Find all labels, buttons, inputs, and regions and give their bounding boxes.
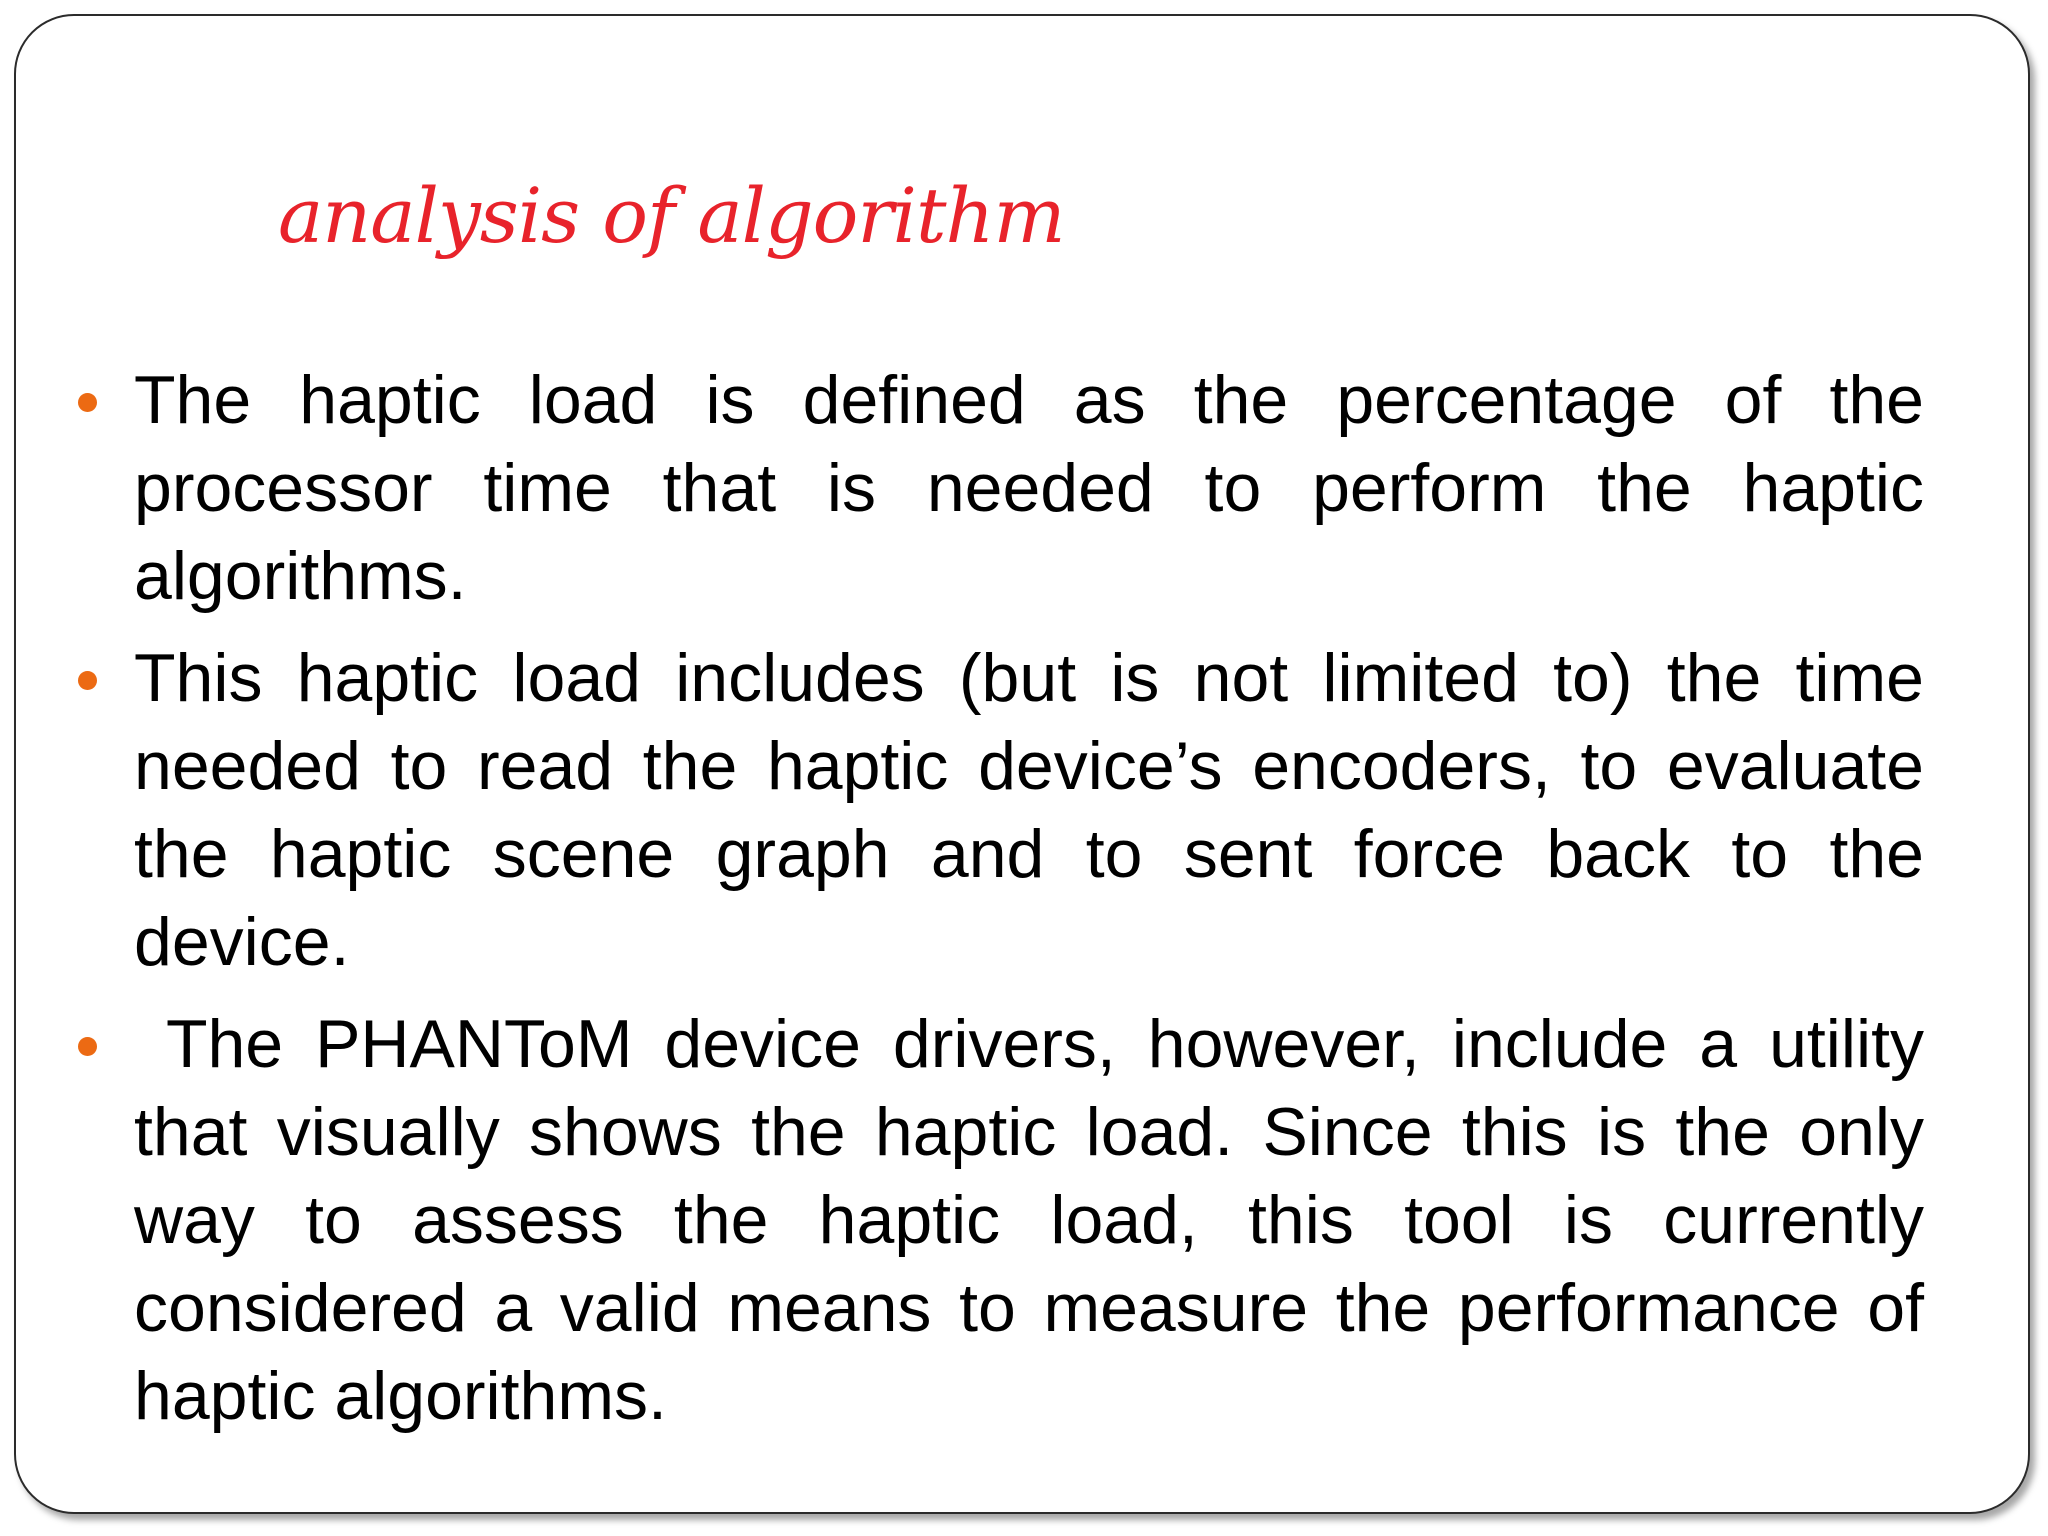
bullet-dot-icon	[78, 1037, 97, 1056]
bullet-text: This haptic load includes (but is not limited to) the time needed to read the haptic device’s encoders, to evaluate the haptic scene graph and to sent force back to the device.	[134, 640, 1924, 980]
bullet-item	[78, 356, 1928, 620]
bullet-list	[78, 356, 1943, 1454]
bullet-dot-icon	[78, 393, 97, 412]
slide-title: analysis of algorithm	[278, 171, 1065, 260]
bullet-text: The haptic load is defined as the percentage of the processor time that is needed to perform the haptic algorithms.	[134, 362, 1924, 614]
bullet-item	[78, 1000, 1943, 1440]
slide	[14, 14, 2030, 1514]
bullet-item	[78, 634, 1928, 986]
bullet-text: The PHANToM device drivers, however, include a utility that visually shows the haptic load. Since this is the only way to assess the haptic load, this tool is currently considered a valid means to measure the performance of haptic algorithms.	[134, 1006, 1943, 1434]
bullet-dot-icon	[78, 671, 97, 690]
